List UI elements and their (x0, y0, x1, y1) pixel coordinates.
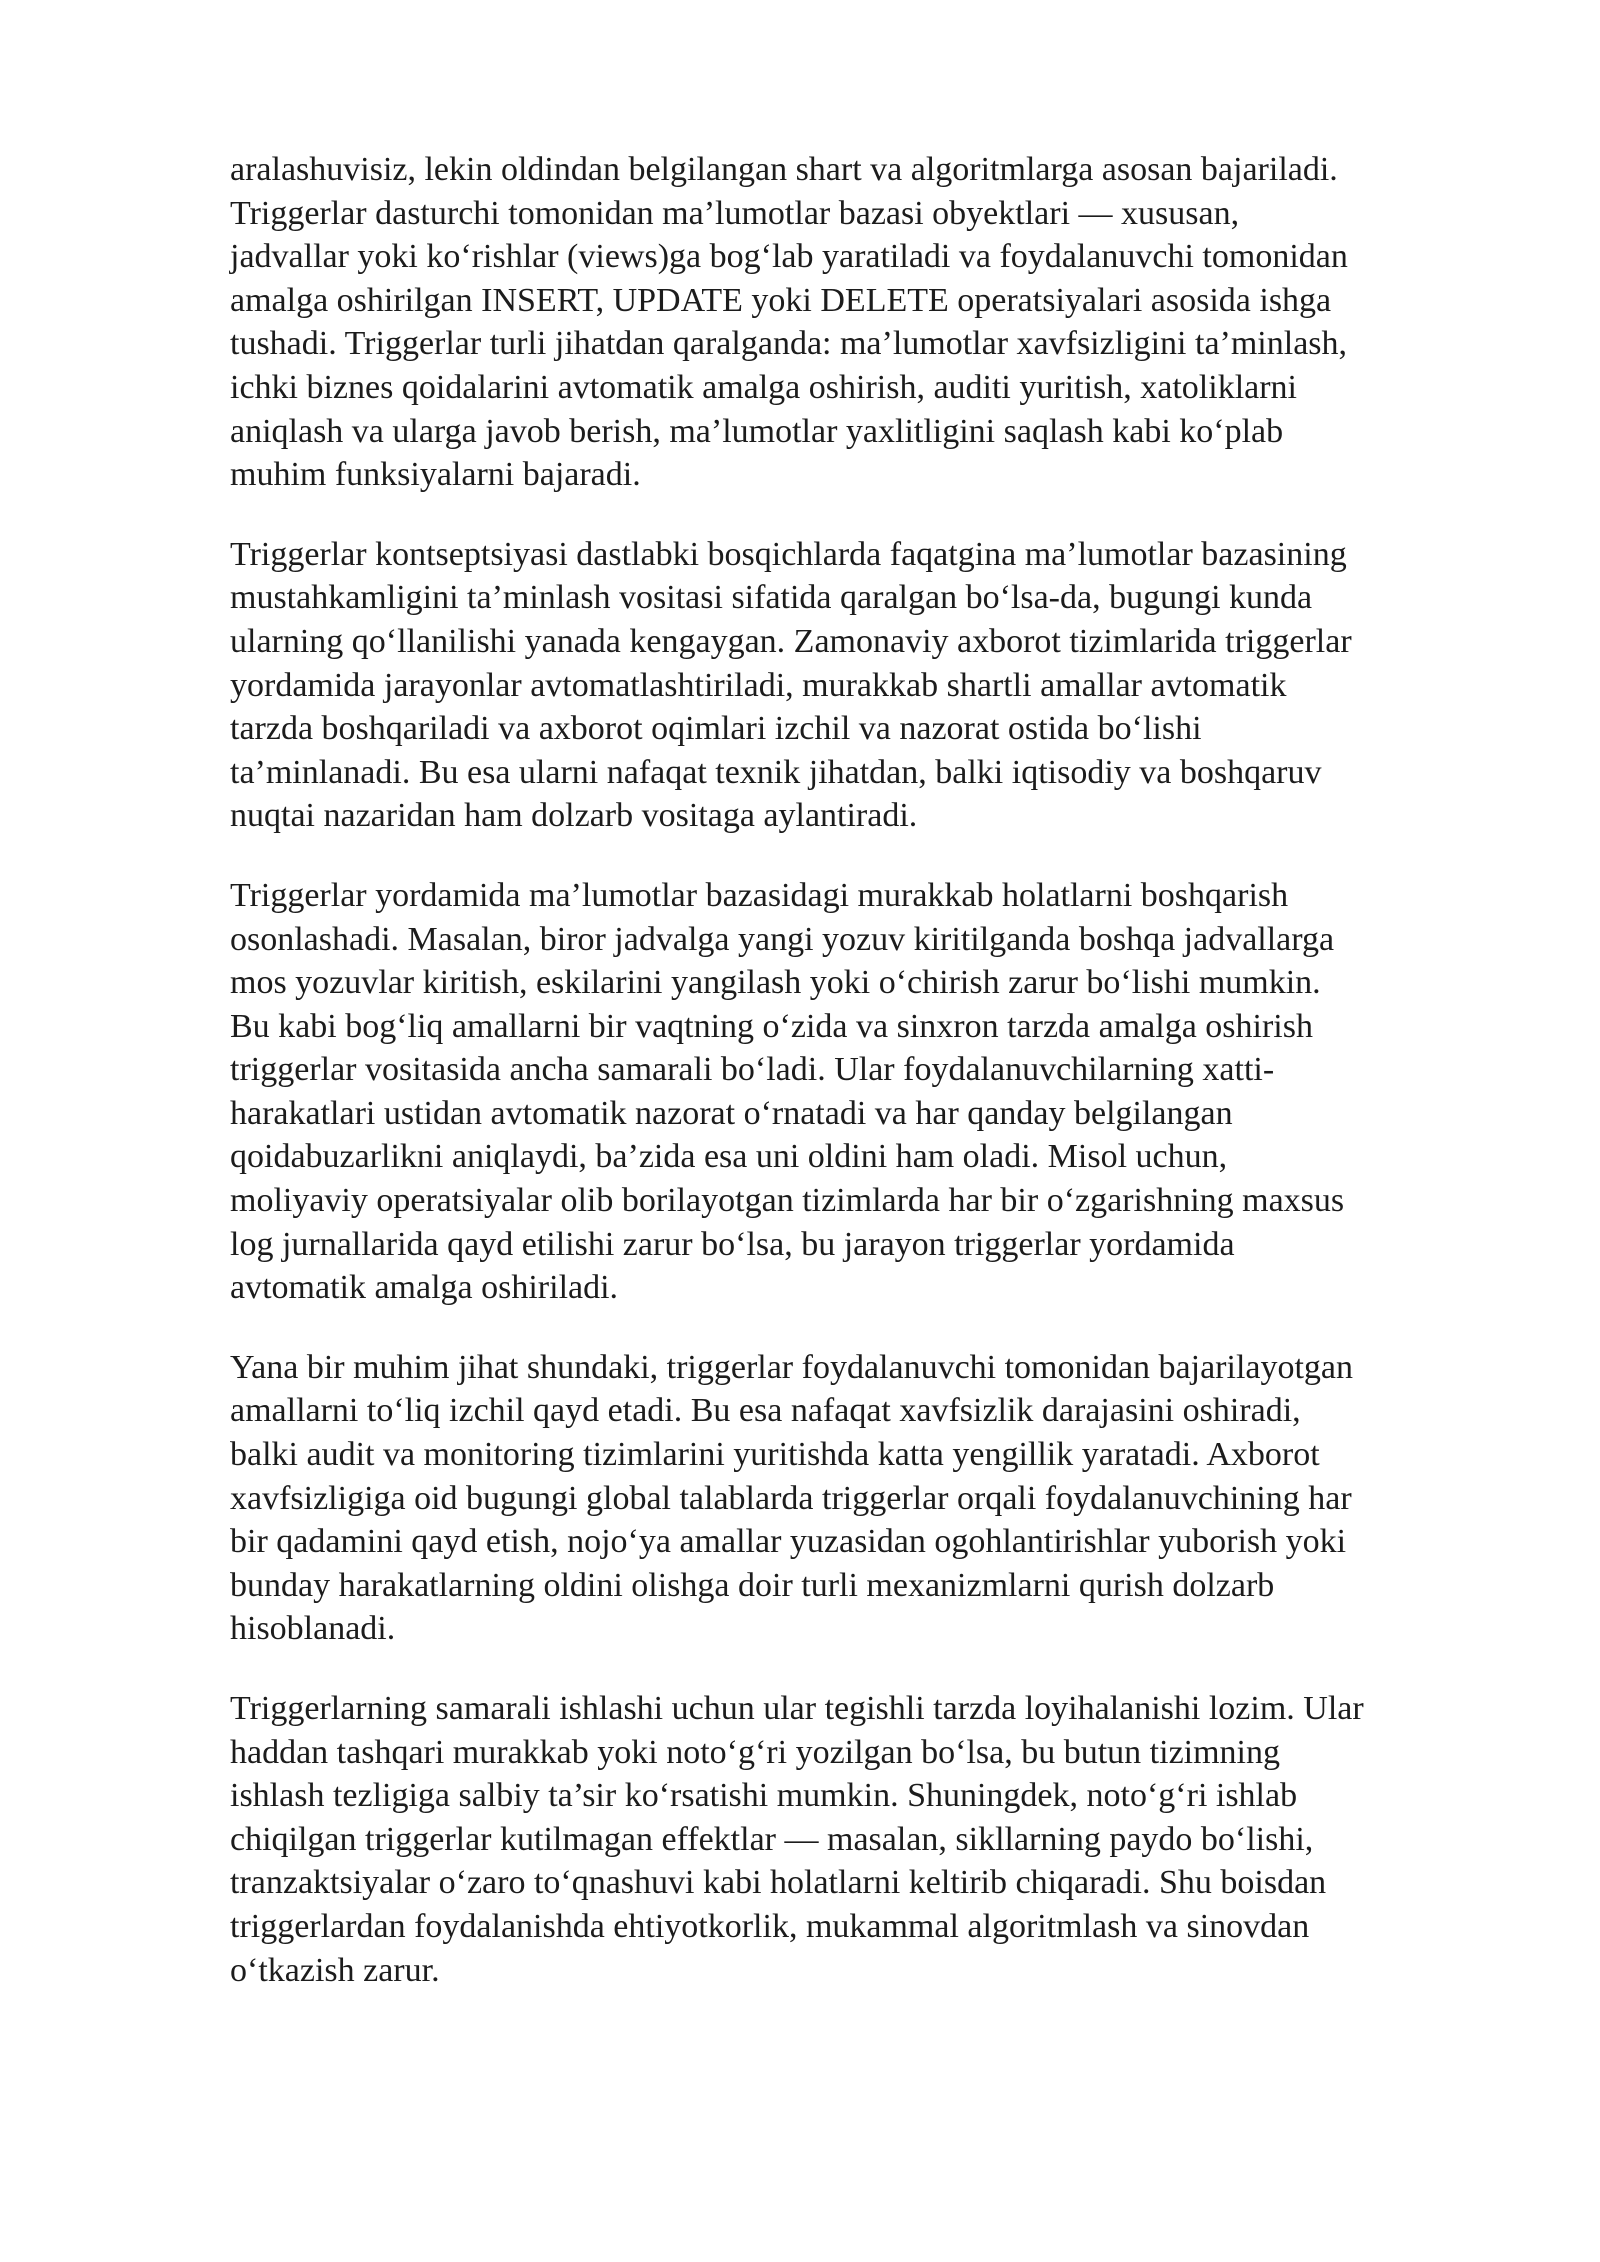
text-line: bir qadamini qayd etish, nojoʻya amallar yuzasidan ogohlantirishlar yuborish yoki (230, 1523, 1347, 1561)
text-line: harakatlari ustidan avtomatik nazorat oʻrnatadi va har qanday belgilangan (230, 1094, 1233, 1132)
text-line: moliyaviy operatsiyalar olib borilayotgan tizimlarda har bir oʻzgarishning maxsus (230, 1182, 1345, 1220)
paragraph (230, 1346, 1520, 1651)
text-line: ichki biznes qoidalarini avtomatik amalga oshirish, auditi yuritish, xatoliklarni (230, 368, 1297, 406)
text-line: mustahkamligini ta’minlash vositasi sifatida qaralgan boʻlsa-da, bugungi kunda (230, 579, 1313, 617)
text-line: tushadi. Triggerlar turli jihatdan qaralganda: ma’lumotlar xavfsizligini ta’minlash, (230, 325, 1348, 363)
text-line: bunday harakatlarning oldini olishga doir turli mexanizmlarni qurish dolzarb (230, 1566, 1275, 1604)
text-line: Triggerlarning samarali ishlashi uchun ular tegishli tarzda loyihalanishi lozim. Ular (230, 1690, 1364, 1727)
text-line: tranzaktsiyalar oʻzaro toʻqnashuvi kabi holatlarni keltirib chiqaradi. Shu boisdan (230, 1864, 1327, 1902)
text-line: Yana bir muhim jihat shundaki, triggerlar foydalanuvchi tomonidan bajarilayotgan (230, 1348, 1354, 1386)
text-line: aniqlash va ularga javob berish, ma’lumotlar yaxlitligini saqlash kabi koʻplab (230, 412, 1284, 450)
text-line: Triggerlar kontseptsiyasi dastlabki bosqichlarda faqatgina ma’lumotlar bazasining (230, 535, 1347, 573)
text-line: Triggerlar dasturchi tomonidan ma’lumotlar bazasi obyektlari — xususan, (230, 194, 1240, 232)
text-line: chiqilgan triggerlar kutilmagan effektlar — masalan, sikllarning paydo boʻlishi, (230, 1820, 1314, 1858)
text-line: nuqtai nazaridan ham dolzarb vositaga aylantiradi. (230, 797, 918, 835)
text-line: osonlashadi. Masalan, biror jadvalga yangi yozuv kiritilganda boshqa jadvallarga (230, 920, 1335, 958)
text-line: triggerlar vositasida ancha samarali boʻladi. Ular foydalanuvchilarning xatti- (230, 1051, 1275, 1089)
text-line: triggerlardan foydalanishda ehtiyotkorlik, mukammal algoritmlash va sinovdan (230, 1907, 1310, 1945)
paragraph (230, 533, 1520, 838)
text-line: aralashuvisiz, lekin oldindan belgilangan shart va algoritmlarga asosan bajariladi. (230, 151, 1338, 188)
text-line: jadvallar yoki koʻrishlar (views)ga bogʻlab yaratiladi va foydalanuvchi tomonidan (230, 238, 1348, 276)
document-body (230, 148, 1520, 2028)
text-line: log jurnallarida qayd etilishi zarur boʻlsa, bu jarayon triggerlar yordamida (230, 1225, 1235, 1263)
text-line: Bu kabi bogʻliq amallarni bir vaqtning oʻzida va sinxron tarzda amalga oshirish (230, 1007, 1313, 1045)
paragraph (230, 148, 1520, 497)
paragraph (230, 874, 1520, 1310)
text-line: haddan tashqari murakkab yoki notoʻgʻri yozilgan boʻlsa, bu butun tizimning (230, 1733, 1280, 1771)
text-line: ularning qoʻllanilishi yanada kengaygan. Zamonaviy axborot tizimlarida triggerlar (230, 622, 1352, 660)
text-line: avtomatik amalga oshiriladi. (230, 1269, 619, 1307)
text-line: tarzda boshqariladi va axborot oqimlari izchil va nazorat ostida boʻlishi (230, 710, 1202, 748)
text-line: ta’minlanadi. Bu esa ularni nafaqat texnik jihatdan, balki iqtisodiy va boshqaruv (230, 753, 1322, 791)
text-line: qoidabuzarlikni aniqlaydi, ba’zida esa uni oldini ham oladi. Misol uchun, (230, 1138, 1228, 1176)
text-line: muhim funksiyalarni bajaradi. (230, 456, 641, 494)
text-line: hisoblanadi. (230, 1610, 396, 1648)
text-line: xavfsizligiga oid bugungi global talablarda triggerlar orqali foydalanuvchining har (230, 1479, 1352, 1517)
paragraph (230, 1687, 1520, 1992)
text-line: yordamida jarayonlar avtomatlashtiriladi, murakkab shartli amallar avtomatik (230, 666, 1287, 704)
text-line: balki audit va monitoring tizimlarini yuritishda katta yengillik yaratadi. Axborot (230, 1436, 1320, 1474)
text-line: oʻtkazish zarur. (230, 1951, 440, 1989)
text-line: Triggerlar yordamida ma’lumotlar bazasidagi murakkab holatlarni boshqarish (230, 876, 1289, 914)
text-line: mos yozuvlar kiritish, eskilarini yangilash yoki oʻchirish zarur boʻlishi mumkin. (230, 964, 1321, 1002)
text-line: amallarni toʻliq izchil qayd etadi. Bu esa nafaqat xavfsizlik darajasini oshiradi, (230, 1392, 1301, 1430)
text-line: ishlash tezligiga salbiy ta’sir koʻrsatishi mumkin. Shuningdek, notoʻgʻri ishlab (230, 1777, 1298, 1815)
text-line: amalga oshirilgan INSERT, UPDATE yoki DELETE operatsiyalari asosida ishga (230, 281, 1332, 319)
